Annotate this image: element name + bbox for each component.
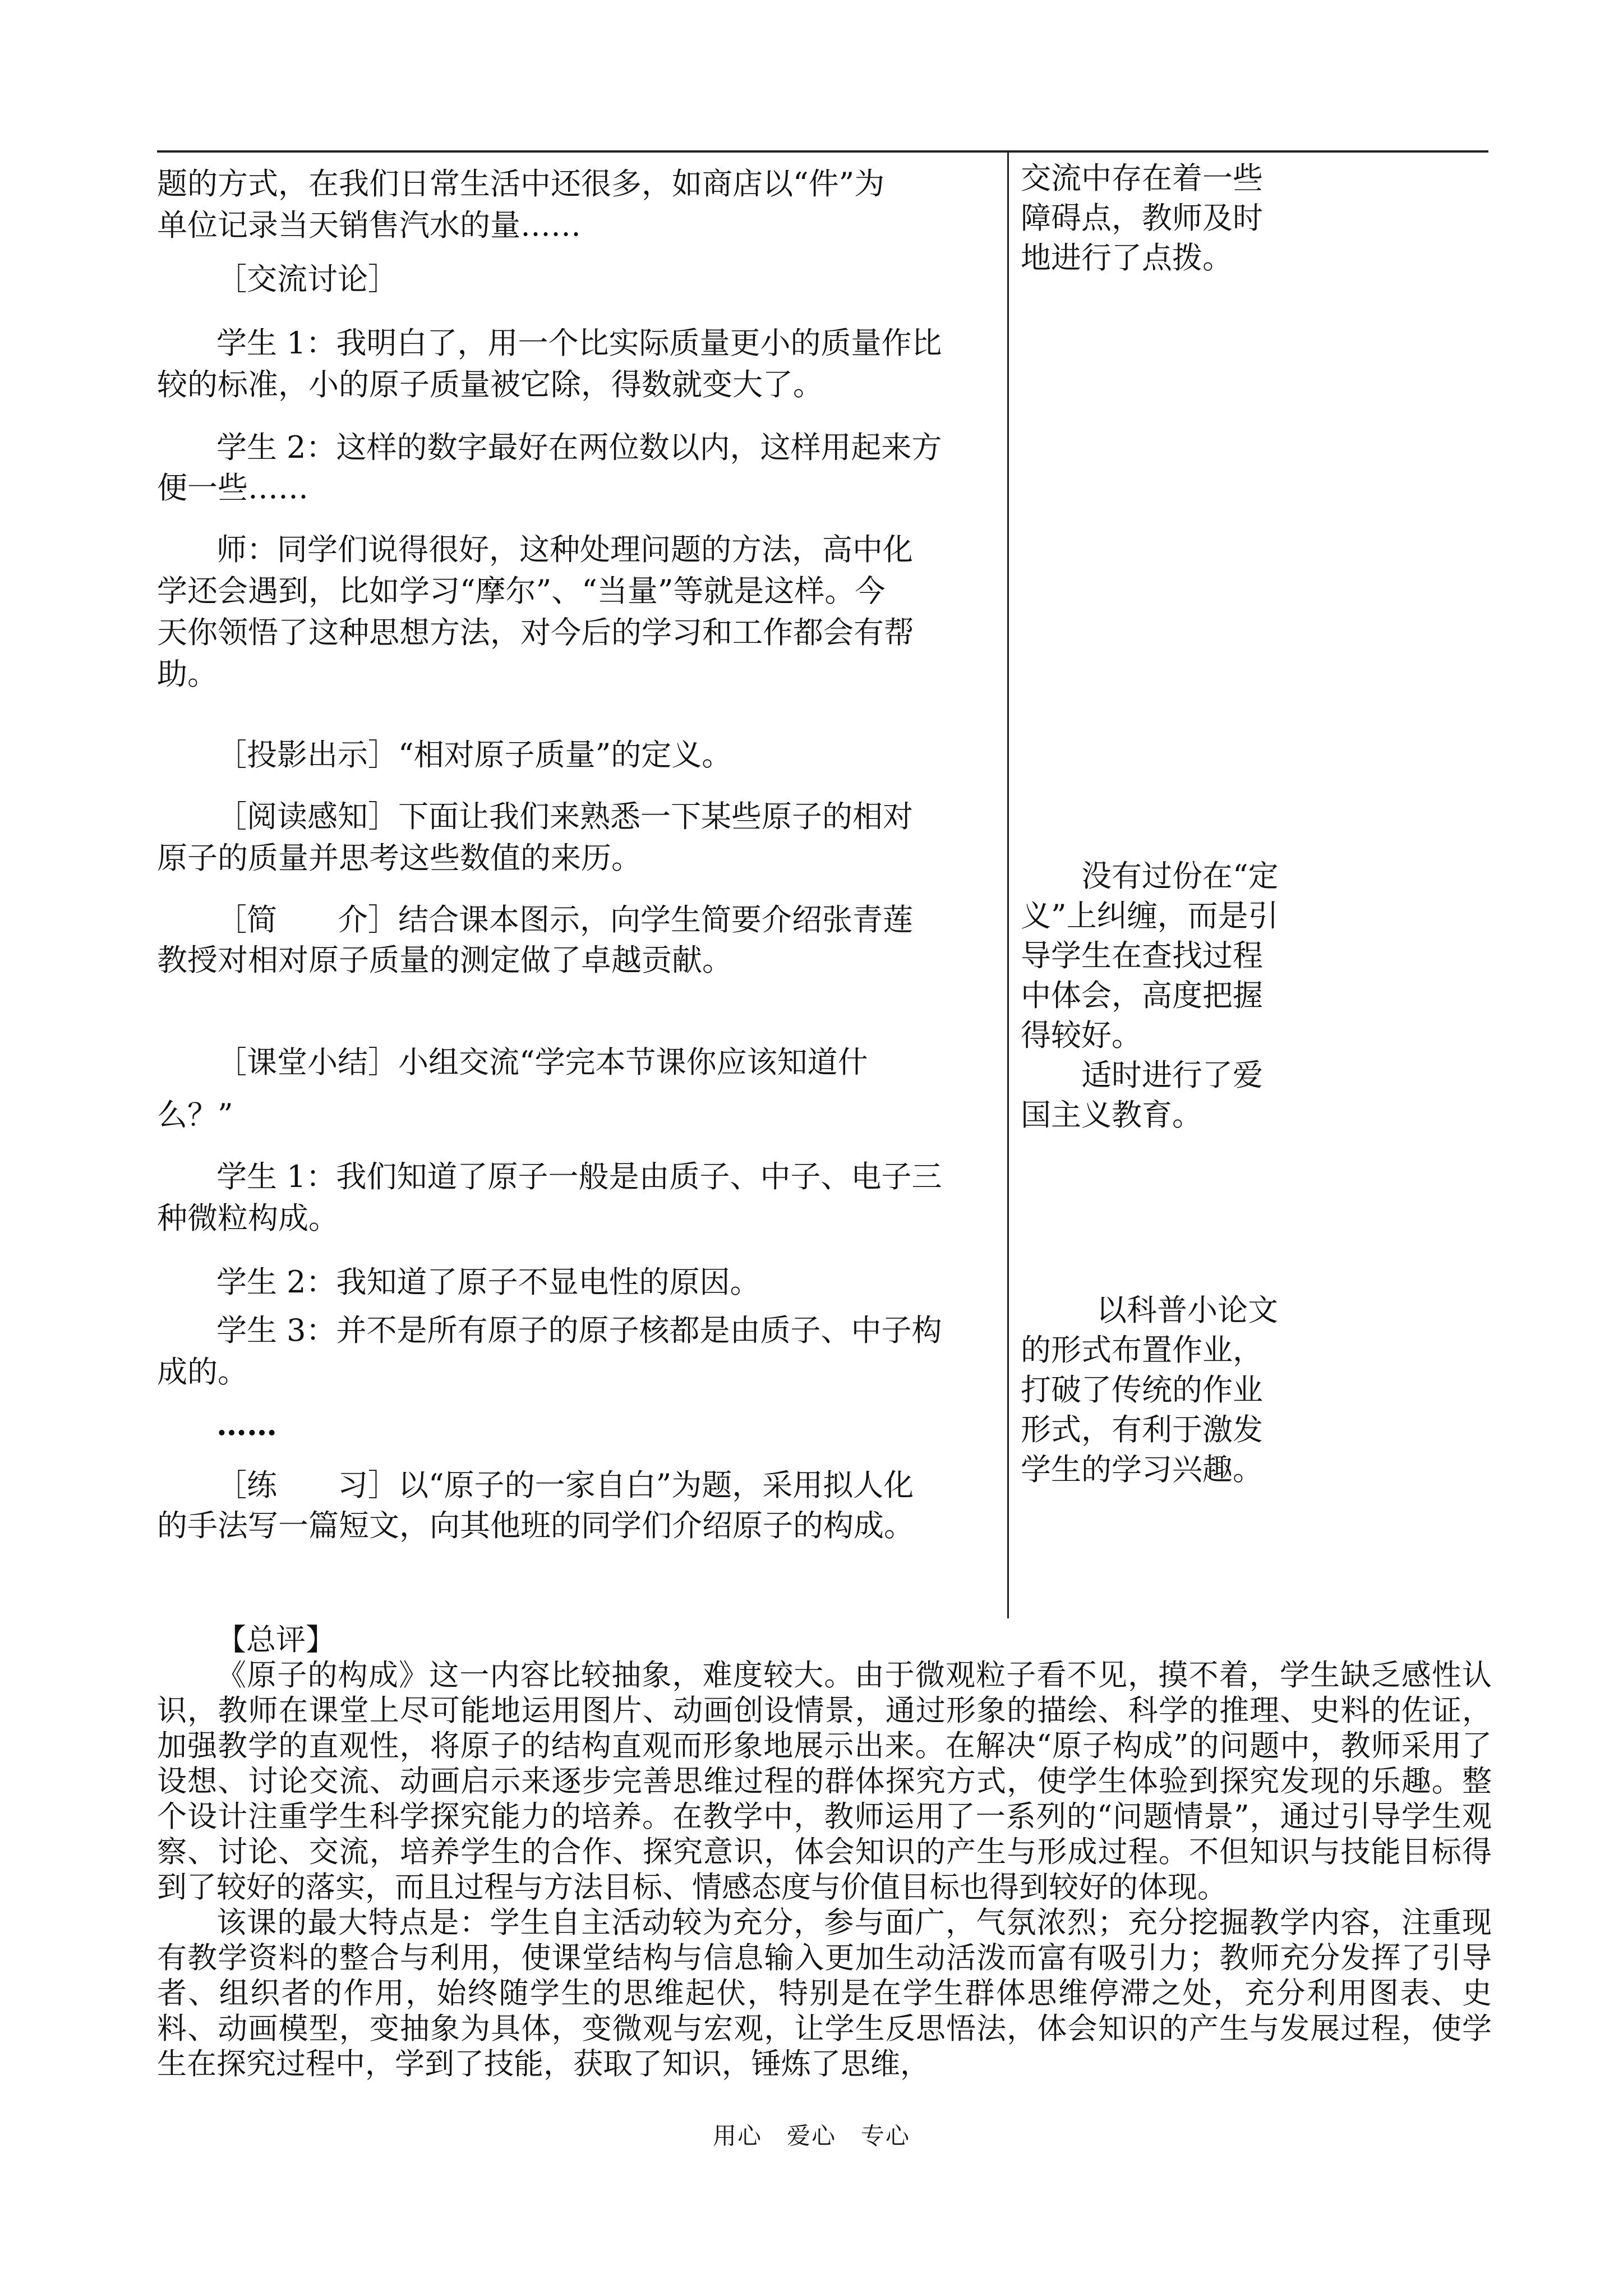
comment-1-text: 交流中存在着一些障碍点，教师及时地进行了点拨。 <box>1021 160 1263 275</box>
left-line-2: 单位记录当天销售汽水的量…… <box>157 208 581 243</box>
left-line-26: 的手法写一篇短文，向其他班的同学们介绍原子的构成。 <box>157 1508 914 1543</box>
left-line-5: 较的标准，小的原子质量被它除，得数就变大了。 <box>157 367 823 402</box>
left-line-11: 助。 <box>157 656 218 692</box>
left-line-6: 学生 2：这样的数字最好在两位数以内，这样用起来方 <box>216 430 942 465</box>
comment-2 <box>1021 856 1279 1135</box>
left-line-16: 教授对相对原子质量的测定做了卓越贡献。 <box>157 942 732 978</box>
left-line-22: 学生 3：并不是所有原子的原子核都是由质子、中子构 <box>216 1313 942 1348</box>
comment-4 <box>1021 1290 1279 1489</box>
left-line-3: ［交流讨论］ <box>216 261 398 297</box>
left-line-9: 学还会遇到，比如学习“摩尔”、“当量”等就是这样。今 <box>157 573 886 609</box>
table-top-rule <box>157 150 1488 153</box>
left-line-4: 学生 1：我明白了，用一个比实际质量更小的质量作比 <box>216 325 942 361</box>
left-line-23: 成的。 <box>157 1354 248 1389</box>
comment-2-text: 没有过份在“定义”上纠缠，而是引导学生在查找过程中体会，高度把握得较好。 <box>1021 858 1279 1053</box>
comment-3-text: 适时进行了爱国主义教育。 <box>1021 1057 1263 1133</box>
summary-heading: 【总评】 <box>216 1623 335 1657</box>
summary-paragraph-1: 《原子的构成》这一内容比较抽象，难度较大。由于微观粒子看不见，摸不着，学生缺乏感性认识，教师在课堂上尽可能地运用图片、动画创设情景，通过形象的描绘、科学的推理、史料的佐证，加强教学的直观性，将原子的结构直观而形象地展示出来。在解决“原子构成”的问题中，教师采用了设想、讨论交流、动画启示来逐步完善思维过程的群体探究方式，使学生体验到探究发现的乐趣。整个设计注重学生科学探究能力的培养。在教学中，教师运用了一系列的“问题情景”，通过引导学生观察、讨论、交流，培养学生的合作、探究意识，体会知识的产生与形成过程。不但知识与技能目标得到了较好的落实，而且过程与方法目标、情感态度与价值目标也得到较好的体现。 <box>157 1658 1492 1904</box>
left-line-18: 么？” <box>157 1097 233 1133</box>
left-line-20: 种微粒构成。 <box>157 1200 339 1236</box>
summary-paragraph-2: 该课的最大特点是：学生自主活动较为充分，参与面广，气氛浓烈；充分挖掘教学内容，注重现有教学资料的整合与利用，使课堂结构与信息输入更加生动活泼而富有吸引力；教师充分发挥了引导者、组织者的作用，始终随学生的思维起伏，特别是在学生群体思维停滞之处，充分利用图表、史料、动画模型，变抽象为具体，变微观与宏观，让学生反思悟法，体会知识的产生与发展过程，使学生在探究过程中，学到了技能，获取了知识，锤炼了思维， <box>157 1906 1492 2081</box>
left-line-24: …… <box>216 1406 277 1442</box>
left-line-21: 学生 2：我知道了原子不显电性的原因。 <box>216 1264 760 1300</box>
left-line-1: 题的方式，在我们日常生活中还很多，如商店以“件”为 <box>157 166 885 201</box>
summary-section <box>157 1622 1492 2082</box>
comment-1 <box>1021 158 1279 278</box>
left-line-17: ［课堂小结］小组交流“学完本节课你应该知道什 <box>216 1045 868 1080</box>
page-footer: 用心 爱心 专心 <box>712 2122 910 2150</box>
left-line-10: 天你领悟了这种思想方法，对今后的学习和工作都会有帮 <box>157 615 914 650</box>
left-line-7: 便一些…… <box>157 470 308 505</box>
left-line-13: ［阅读感知］下面让我们来熟悉一下某些原子的相对 <box>216 799 913 834</box>
left-line-25: ［练 习］以“原子的一家自白”为题，采用拟人化 <box>216 1467 914 1503</box>
left-line-8: 师：同学们说得很好，这种处理问题的方法，高中化 <box>216 532 913 567</box>
left-line-15: ［简 介］结合课本图示，向学生简要介绍张青莲 <box>216 902 913 937</box>
left-line-12: ［投影出示］“相对原子质量”的定义。 <box>216 737 732 772</box>
comment-4-text: 以科普小论文的形式布置作业，打破了传统的作业形式，有利于激发学生的学习兴趣。 <box>1021 1292 1278 1487</box>
column-divider <box>1007 151 1009 1618</box>
left-line-19: 学生 1：我们知道了原子一般是由质子、中子、电子三 <box>216 1159 942 1194</box>
left-line-14: 原子的质量并思考这些数值的来历。 <box>157 840 642 876</box>
